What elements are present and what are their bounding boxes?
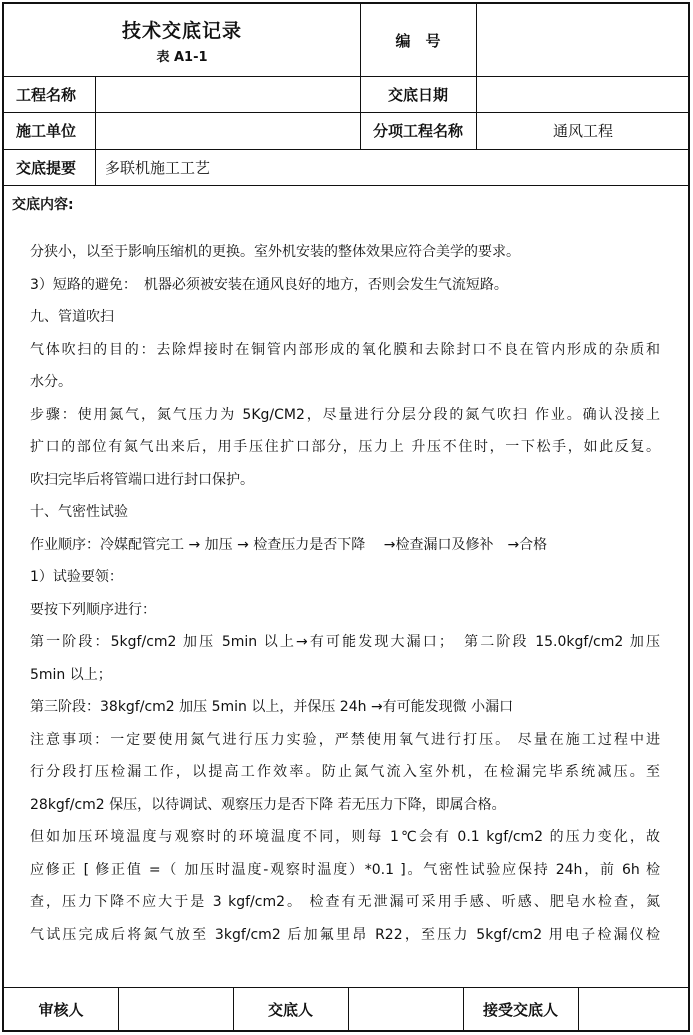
content-line: 扩口的部位有氮气出来后，用手压住扩口部分，压力上 升压不住时，一下松手，如此反复。 bbox=[30, 439, 660, 455]
summary-label: 交底提要 bbox=[16, 158, 77, 177]
form-title: 技术交底记录 bbox=[121, 20, 242, 42]
content-line: 十、气密性试验 bbox=[30, 504, 128, 520]
subproject-value[interactable]: 通风工程 bbox=[552, 122, 613, 140]
receiver-label: 接受交底人 bbox=[482, 1001, 558, 1019]
content-line: 第一阶段：5kgf/cm2 加压 5min 以上→有可能发现大漏口； 第二阶段 15.0kgf/cm2 加压 bbox=[30, 634, 660, 650]
content-line: 行分段打压检漏工作，以提高工作效率。防止氮气流入室外机，在检漏完毕系统减压。至 bbox=[30, 764, 660, 780]
construction-unit-value[interactable] bbox=[95, 112, 360, 149]
content-line: 作业顺序：冷媒配管完工 → 加压 → 检查压力是否下降 →检查漏口及修补 →合格 bbox=[30, 536, 548, 553]
content-line: 吹扫完毕后将管端口进行封口保护。 bbox=[30, 471, 254, 488]
reviewer-value[interactable] bbox=[118, 987, 233, 1032]
content-line: 九、管道吹扫 bbox=[30, 309, 114, 325]
construction-unit-label: 施工单位 bbox=[16, 122, 77, 140]
content-line: 注意事项：一定要使用氮气进行压力实验，严禁使用氧气进行打压。 尽量在施工过程中进 bbox=[30, 731, 660, 748]
content-line: 5min 以上； bbox=[30, 666, 112, 683]
form-code: 表 A1-1 bbox=[156, 50, 208, 65]
content-line: 第三阶段：38kgf/cm2 加压 5min 以上，并保压 24h →有可能发现微 小漏口 bbox=[30, 699, 514, 715]
content-line: 3）短路的避免： 机器必须被安装在通风良好的地方，否则会发生气流短路。 bbox=[30, 276, 508, 293]
project-name-value[interactable] bbox=[95, 76, 360, 112]
reviewer-label: 审核人 bbox=[38, 1001, 84, 1019]
subproject-label: 分项工程名称 bbox=[372, 122, 463, 140]
discloser-value[interactable] bbox=[348, 987, 463, 1032]
content-line: 分狭小，以至于影响压缩机的更换。室外机安装的整体效果应符合美学的要求。 bbox=[30, 244, 520, 260]
content-line: 28kgf/cm2 保压，以待调试、观察压力是否下降 若无压力下降，即属合格。 bbox=[30, 796, 506, 813]
handover-date-value[interactable] bbox=[476, 76, 690, 112]
receiver-value[interactable] bbox=[578, 987, 690, 1032]
project-name-label: 工程名称 bbox=[16, 85, 77, 104]
discloser-label: 交底人 bbox=[267, 1001, 313, 1019]
content-line: 要按下列顺序进行： bbox=[30, 601, 156, 618]
content-line: 查，压力下降不应大于是 3 kgf/cm2。 检查有无泄漏可采用手感、听感、肥皂水检查，氮 bbox=[30, 894, 660, 910]
number-value[interactable] bbox=[476, 4, 690, 76]
content-line: 但如加压环境温度与观察时的环境温度不同，则每 1℃会有 0.1 kgf/cm2 的压力变化，故 bbox=[30, 829, 660, 845]
content-line: 应修正 [ 修正值 =（ 加压时温度-观察时温度）*0.1 ]。气密性试验应保持 24h，前 6h 检 bbox=[30, 861, 660, 878]
content-line: 步骤：使用氮气，氮气压力为 5Kg/CM2，尽量进行分层分段的氮气吹扫 作业。确认没接上 bbox=[30, 406, 660, 423]
handover-date-label: 交底日期 bbox=[387, 85, 448, 104]
summary-value[interactable]: 多联机施工工艺 bbox=[105, 158, 211, 177]
content-body bbox=[30, 236, 660, 951]
disclosure-form bbox=[2, 2, 690, 1032]
content-line: 水分。 bbox=[30, 374, 72, 390]
number-label: 编 号 bbox=[395, 31, 441, 50]
content-line: 1）试验要领： bbox=[30, 569, 123, 585]
content-label: 交底内容: bbox=[12, 197, 74, 213]
content-line: 气体吹扫的目的：去除焊接时在铜管内部形成的氧化膜和去除封口不良在管内形成的杂质和 bbox=[30, 341, 660, 358]
content-line: 气试压完成后将氮气放至 3kgf/cm2 后加氟里昂 R22，至压力 5kgf/cm2 用电子检漏仪检 bbox=[30, 926, 660, 943]
